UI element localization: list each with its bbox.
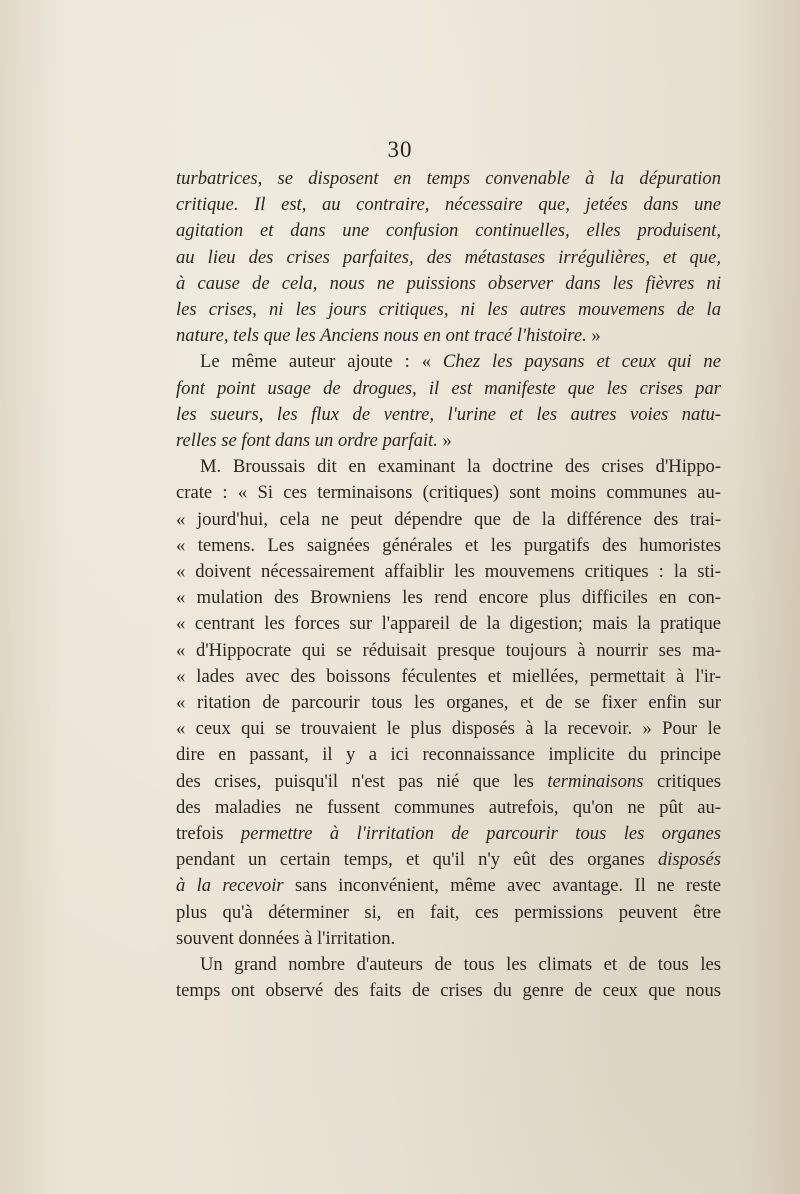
text-line <box>176 716 721 742</box>
text-line <box>176 218 721 244</box>
italic-text: à la recevoir <box>176 875 284 897</box>
text-line <box>176 192 721 218</box>
roman-text: crate : « Si ces terminaisons (critiques) sont moins communes au- <box>176 482 721 504</box>
text-line <box>176 952 721 978</box>
italic-text: turbatrices, se disposent en temps convenable à la dépuration <box>176 168 721 189</box>
roman-text: » <box>586 325 601 347</box>
text-line <box>176 611 721 637</box>
text-line <box>176 795 721 821</box>
roman-text: temps ont observé des faits de crises du genre de ceux que nous <box>176 980 721 1002</box>
roman-text: « d'Hippocrate qui se réduisait presque toujours à nourrir ses ma- <box>176 639 721 661</box>
text-line <box>176 480 721 506</box>
italic-text: les sueurs, les flux de ventre, l'urine et les autres voies natu- <box>176 403 721 425</box>
body-text <box>176 166 721 1005</box>
text-line <box>176 323 721 349</box>
text-line <box>176 428 721 454</box>
italic-text: nature, tels que les Anciens nous en ont tracé l'histoire. <box>176 325 587 347</box>
text-line <box>176 664 721 690</box>
italic-text: Chez les paysans et ceux qui ne <box>442 351 721 373</box>
roman-text: plus qu'à déterminer si, en fait, ces permissions peuvent être <box>176 901 721 923</box>
text-line <box>176 245 721 271</box>
roman-text: » <box>437 430 452 452</box>
text-line <box>176 638 721 664</box>
text-line <box>176 873 721 899</box>
text-line <box>176 297 721 323</box>
text-line <box>176 585 721 611</box>
text-line <box>176 742 721 768</box>
text-line <box>176 900 721 926</box>
roman-text: souvent données à l'irritation. <box>176 927 396 949</box>
text-line <box>176 454 721 480</box>
roman-text: « mulation des Browniens les rend encore plus difficiles en con- <box>176 587 721 609</box>
page-number: 30 <box>387 137 413 162</box>
italic-text: terminaisons <box>547 770 644 792</box>
roman-text: Le même auteur ajoute : « <box>200 351 443 373</box>
text-line <box>176 349 721 375</box>
roman-text: critiques <box>643 770 721 792</box>
roman-text: M. Broussais dit en examinant la doctrine des crises d'Hippo- <box>200 456 721 478</box>
roman-text: sans inconvénient, même avec avantage. Il ne reste <box>283 875 721 897</box>
text-line <box>176 376 721 402</box>
italic-text: les crises, ni les jours critiques, ni les autres mouvemens de la <box>176 299 721 321</box>
italic-text: disposés <box>657 849 721 871</box>
italic-text: au lieu des crises parfaites, des métastases irrégulières, et que, <box>176 246 721 268</box>
text-line <box>176 690 721 716</box>
roman-text: « ritation de parcourir tous les organes, et de se fixer enfin sur <box>176 692 721 714</box>
italic-text: relles se font dans un ordre parfait. <box>176 430 438 452</box>
roman-text: trefois <box>176 823 241 845</box>
text-line <box>176 821 721 847</box>
text-line <box>176 559 721 585</box>
italic-text: à cause de cela, nous ne puissions observer dans les fièvres ni <box>176 272 721 294</box>
roman-text: pendant un certain temps, et qu'il n'y eût des organes <box>176 849 658 871</box>
text-line <box>176 507 721 533</box>
text-line <box>176 166 721 192</box>
text-line <box>176 978 721 1004</box>
roman-text: « doivent nécessairement affaiblir les mouvemens critiques : la sti- <box>176 561 721 583</box>
roman-text: « centrant les forces sur l'appareil de la digestion; mais la pratique <box>176 613 721 635</box>
text-line <box>176 926 721 952</box>
italic-text: critique. Il est, au contraire, nécessaire que, jetées dans une <box>176 194 721 216</box>
text-line <box>176 769 721 795</box>
italic-text: agitation et dans une confusion continuelles, elles produisent, <box>176 220 721 242</box>
italic-text: font point usage de drogues, il est manifeste que les crises par <box>176 377 721 399</box>
roman-text: « temens. Les saignées générales et les purgatifs des humoristes <box>176 534 721 556</box>
text-line <box>176 533 721 559</box>
text-line <box>176 271 721 297</box>
roman-text: des crises, puisqu'il n'est pas nié que les <box>176 770 548 792</box>
text-line <box>176 847 721 873</box>
roman-text: « jourd'hui, cela ne peut dépendre que de la différence des trai- <box>176 508 721 530</box>
text-line <box>176 402 721 428</box>
italic-text: permettre à l'irritation de parcourir tous les organes <box>240 823 721 845</box>
roman-text: dire en passant, il y a ici reconnaissance implicite du principe <box>176 744 721 766</box>
roman-text: « lades avec des boissons féculentes et miellées, permettait à l'ir- <box>176 665 721 687</box>
roman-text: Un grand nombre d'auteurs de tous les climats et de tous les <box>200 954 721 976</box>
roman-text: des maladies ne fussent communes autrefois, qu'on ne pût au- <box>176 796 721 818</box>
roman-text: « ceux qui se trouvaient le plus disposés à la recevoir. » Pour le <box>176 718 721 740</box>
